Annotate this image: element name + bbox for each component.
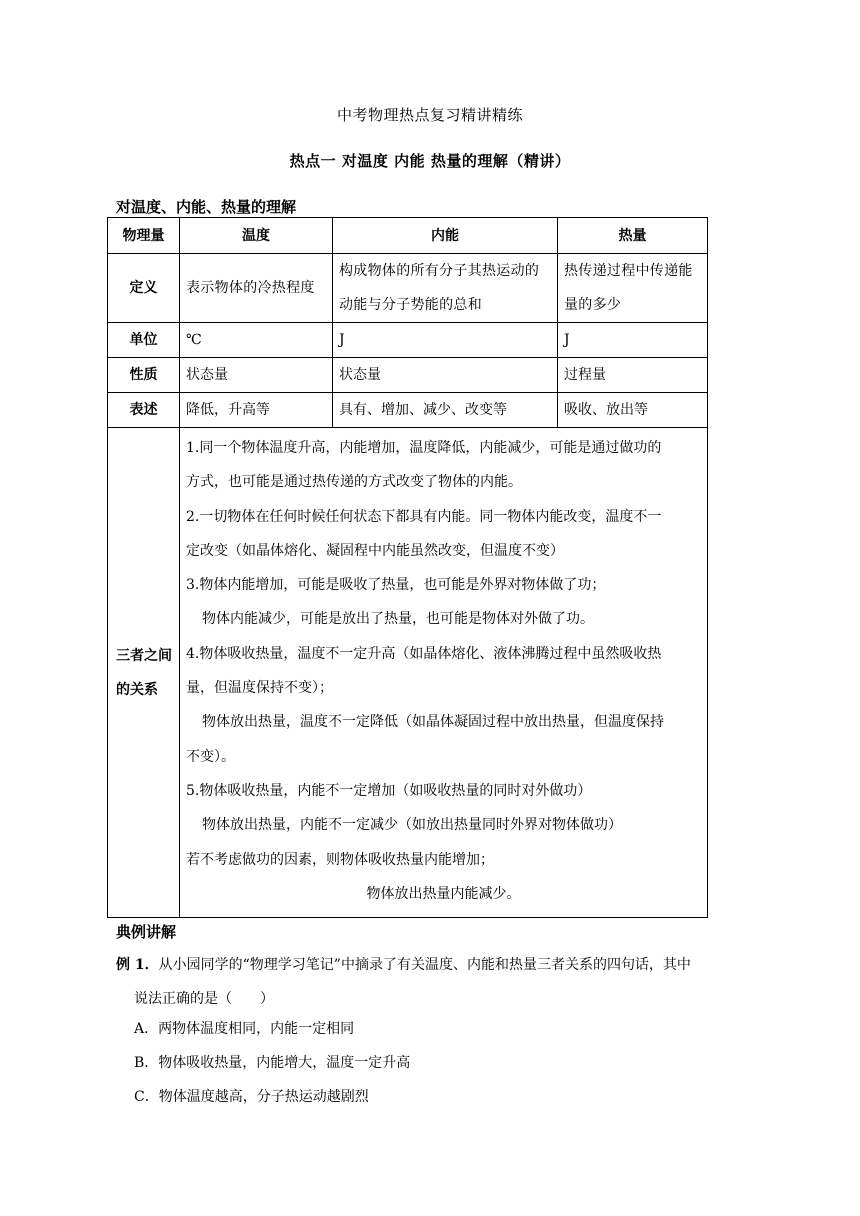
example-label: 例 1． <box>116 957 159 973</box>
cell-expression-heat: 吸收、放出等 <box>558 393 708 428</box>
relation-line: 物体放出热量内能减少。 <box>366 885 521 902</box>
table-row-definition <box>108 254 708 323</box>
row-label-nature: 性质 <box>108 358 180 393</box>
examples-heading: 典例讲解 <box>116 923 177 941</box>
cell-nature-internal-energy: 状态量 <box>333 358 558 393</box>
cell-unit-temperature: ℃ <box>180 323 333 358</box>
table-row-nature <box>108 358 708 393</box>
row-label-relation: 三者之间的关系 <box>108 428 180 918</box>
option-b: B．物体吸收热量，内能增大，温度一定升高 <box>134 1055 411 1071</box>
relation-line: 5.物体吸收热量，内能不一定增加（如吸收热量的同时对外做功） <box>186 782 592 799</box>
cell-relation-body <box>180 428 708 918</box>
relation-line: 物体内能减少，可能是放出了热量，也可能是物体对外做了功。 <box>202 611 594 628</box>
cell-definition-heat: 热传递过程中传递能量的多少 <box>558 254 708 323</box>
comparison-table <box>107 217 708 918</box>
relation-line: 物体放出热量，温度不一定降低（如晶体凝固过程中放出热量，但温度保持 <box>202 714 664 731</box>
table-row-relation <box>108 428 708 918</box>
header-cell-heat: 热量 <box>558 218 708 254</box>
row-label-unit: 单位 <box>108 323 180 358</box>
table-row-unit <box>108 323 708 358</box>
relation-line: 量，但温度保持不变）； <box>186 680 333 697</box>
header-cell-internal-energy: 内能 <box>333 218 558 254</box>
cell-definition-temperature: 表示物体的冷热程度 <box>180 254 333 323</box>
row-label-expression: 表述 <box>108 393 180 428</box>
document-title: 中考物理热点复习精讲精练 <box>336 106 523 124</box>
table-row-expression <box>108 393 708 428</box>
section-heading: 对温度、内能、热量的理解 <box>116 198 297 216</box>
option-a: A．两物体温度相同，内能一定相同 <box>134 1021 355 1037</box>
cell-unit-internal-energy: J <box>333 323 558 358</box>
relation-line: 2.一切物体在任何时候任何状态下都具有内能。同一物体内能改变，温度不一 <box>186 508 662 525</box>
relation-line: 定改变（如晶体熔化、凝固程中内能虽然改变，但温度不变） <box>186 542 564 559</box>
header-cell-quantity: 物理量 <box>108 218 180 254</box>
relation-line: 4.物体吸收热量，温度不一定升高（如晶体熔化、液体沸腾过程中虽然吸收热 <box>186 645 662 662</box>
relation-line: 方式，也可能是通过热传递的方式改变了物体的内能。 <box>186 474 522 491</box>
cell-definition-internal-energy: 构成物体的所有分子其热运动的动能与分子势能的总和 <box>333 254 558 323</box>
cell-expression-temperature: 降低，升高等 <box>180 393 333 428</box>
document-subtitle: 热点一 对温度 内能 热量的理解（精讲） <box>289 152 571 170</box>
row-label-definition: 定义 <box>108 254 180 323</box>
example-text-line1: 从小园同学的“物理学习笔记”中摘录了有关温度、内能和热量三者关系的四句话，其中 <box>158 957 691 973</box>
option-c: C．物体温度越高，分子热运动越剧烈 <box>134 1089 369 1105</box>
example-text-line2: 说法正确的是（ ） <box>134 991 274 1007</box>
cell-expression-internal-energy: 具有、增加、减少、改变等 <box>333 393 558 428</box>
cell-unit-heat: J <box>558 323 708 358</box>
relation-line: 不变）。 <box>186 748 235 765</box>
cell-nature-temperature: 状态量 <box>180 358 333 393</box>
relation-line: 物体放出热量，内能不一定减少（如放出热量同时外界对物体做功） <box>202 817 622 834</box>
relation-line: 3.物体内能增加，可能是吸收了热量，也可能是外界对物体做了功； <box>186 577 606 594</box>
cell-nature-heat: 过程量 <box>558 358 708 393</box>
table-header-row <box>108 218 708 254</box>
example-question <box>116 948 756 1016</box>
header-cell-temperature: 温度 <box>180 218 333 254</box>
relation-line: 若不考虑做功的因素，则物体吸收热量内能增加； <box>186 851 494 868</box>
relation-line: 1.同一个物体温度升高，内能增加，温度降低，内能减少，可能是通过做功的 <box>186 440 662 456</box>
